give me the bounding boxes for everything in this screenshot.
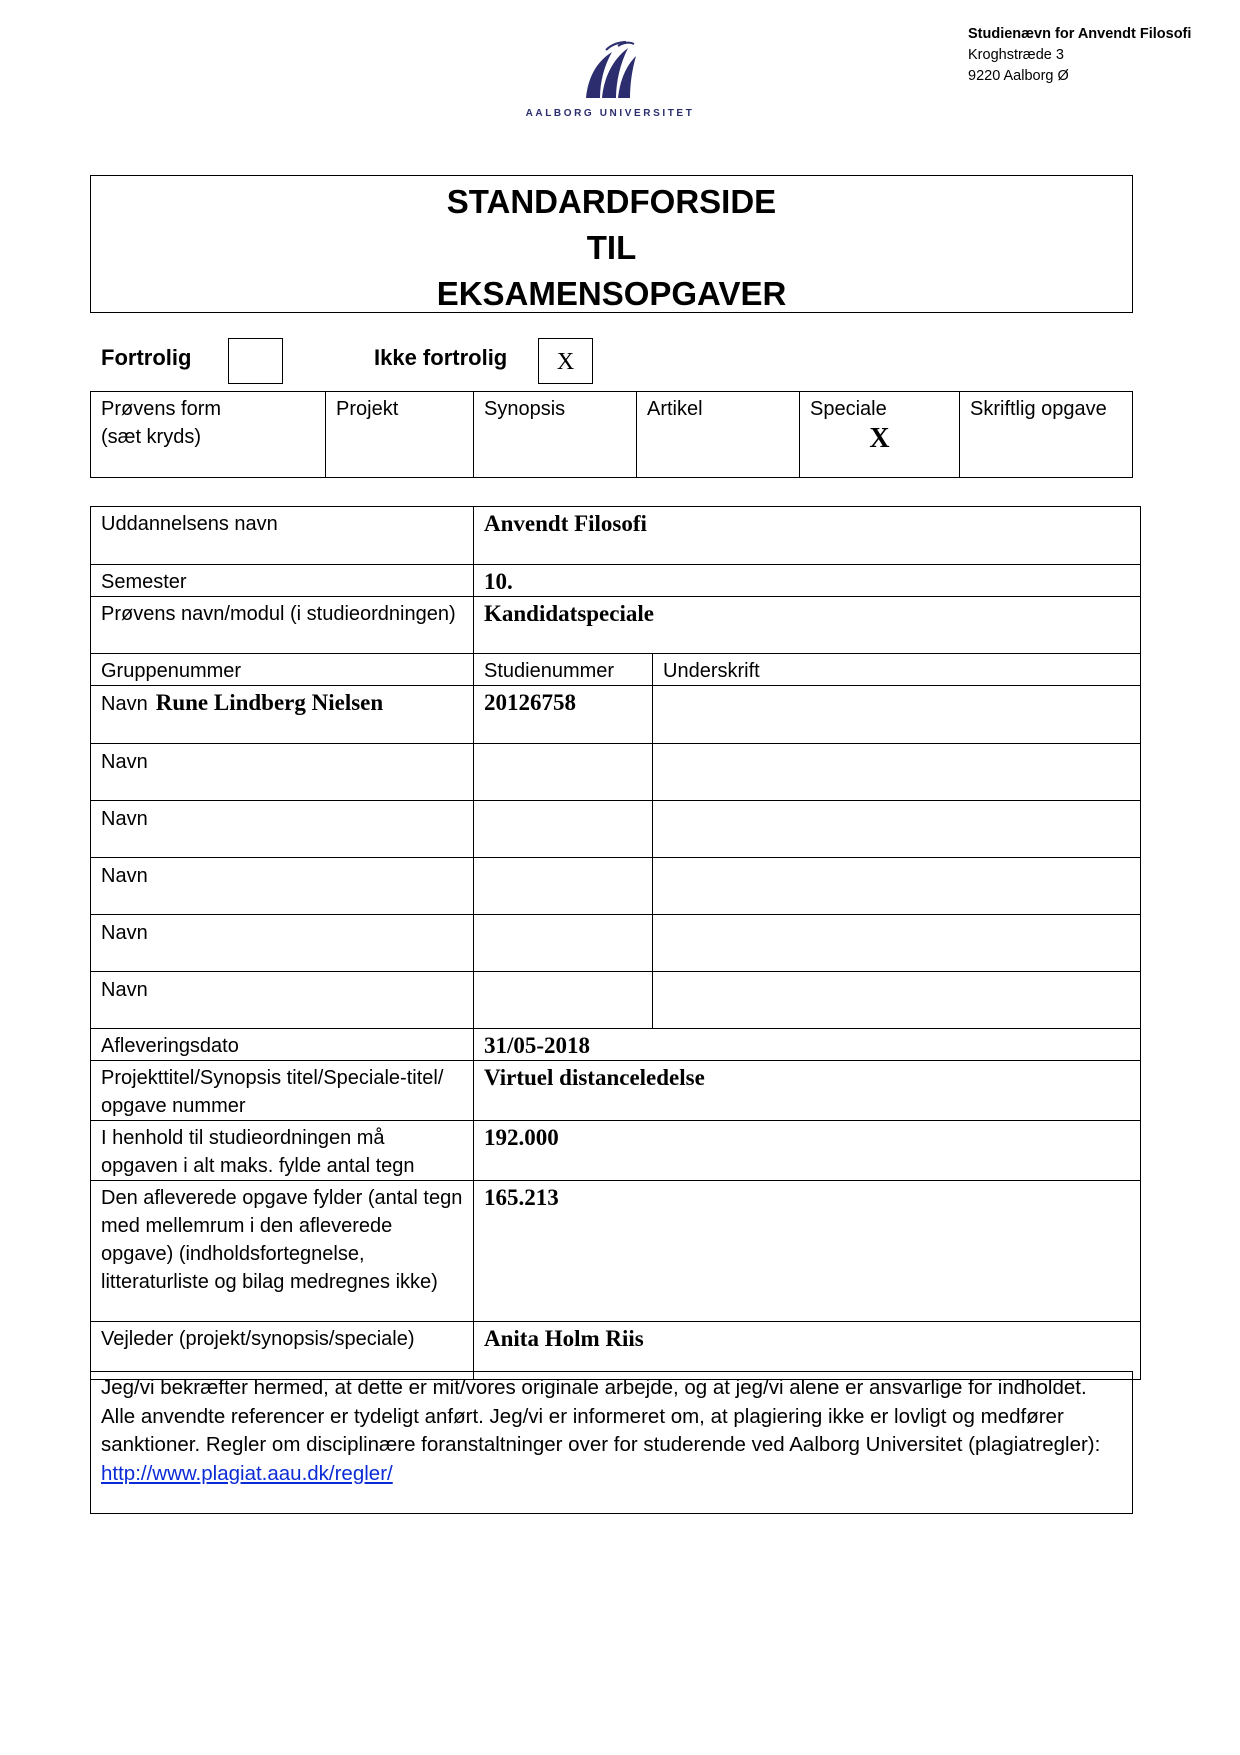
aau-seal-icon [582,40,638,100]
student-signature[interactable] [653,858,1141,915]
name-label: Navn [101,865,148,887]
student-signature[interactable] [653,686,1141,744]
name-label: Navn [101,808,148,830]
form-option-label: Synopsis [484,398,566,420]
fylder-value[interactable]: 165.213 [474,1181,1141,1322]
university-logo [520,40,700,130]
fortrolig-checkbox[interactable] [228,338,283,384]
exam-form-table [90,391,1133,478]
student-number[interactable] [474,972,653,1029]
title-line-1: STANDARDFORSIDE [446,183,777,220]
student-signature[interactable] [653,744,1141,801]
exam-info-table [90,506,1141,1380]
form-option-skriftlig-opgave[interactable] [960,392,1133,478]
student-signature[interactable] [653,972,1141,1029]
department-name: Studienævn for Anvendt Filosofi [968,26,1192,42]
title-line-2: TIL [586,229,637,266]
department-address [968,24,1191,87]
student-name-cell[interactable] [91,744,474,801]
student-number[interactable] [474,915,653,972]
student-name-cell[interactable] [91,686,474,744]
student-row [91,686,1141,744]
title-line-3: EKSAMENSOPGAVER [436,275,787,312]
afleveringsdato-label: Afleveringsdato [91,1029,474,1061]
studienummer-header: Studienummer [474,654,653,686]
student-row [91,972,1141,1029]
vejleder-value[interactable]: Anita Holm Riis [474,1322,1141,1380]
student-number[interactable] [474,744,653,801]
semester-value[interactable]: 10. [474,565,1141,597]
maks-tegn-value[interactable]: 192.000 [474,1121,1141,1181]
fortrolig-label: Fortrolig [101,345,192,370]
form-option-mark: X [869,423,890,454]
declaration-box [90,1371,1133,1514]
underskrift-header: Underskrift [653,654,1141,686]
student-name-cell[interactable] [91,972,474,1029]
semester-label: Semester [91,565,474,597]
student-row [91,915,1141,972]
department-city: 9220 Aalborg Ø [968,68,1069,84]
proeve-value[interactable]: Kandidatspeciale [474,597,1141,654]
proeve-label: Prøvens navn/modul (i studieordningen) [91,597,474,654]
form-option-label: Skriftlig opgave [970,398,1107,420]
fylder-label: Den afleverede opgave fylder (antal tegn med mellemrum i den afleverede opgave) (indholdsfortegnelse, litteraturliste og bilag medregnes ikke) [91,1181,474,1322]
title-box [90,175,1133,313]
afleveringsdato-value[interactable]: 31/05-2018 [474,1029,1141,1061]
student-row [91,744,1141,801]
vejleder-label: Vejleder (projekt/synopsis/speciale) [91,1322,474,1380]
student-row [91,858,1141,915]
student-signature[interactable] [653,801,1141,858]
form-option-projekt[interactable] [326,392,474,478]
titel-value[interactable]: Virtuel distanceledelse [474,1061,1141,1121]
student-name-cell[interactable] [91,801,474,858]
ikke-fortrolig-label: Ikke fortrolig [374,345,508,370]
student-name: Rune Lindberg Nielsen [155,690,384,715]
form-option-label: Speciale [810,398,887,420]
student-signature[interactable] [653,915,1141,972]
department-street: Kroghstræde 3 [968,47,1064,63]
uddannelse-label: Uddannelsens navn [91,507,474,565]
student-row [91,801,1141,858]
student-number[interactable] [474,801,653,858]
form-option-label: Artikel [647,398,703,420]
form-label-cell [91,392,326,478]
name-label: Navn [101,922,148,944]
form-option-label: Projekt [336,398,399,420]
student-name-cell[interactable] [91,915,474,972]
student-number[interactable]: 20126758 [474,686,653,744]
name-label: Navn [101,693,148,715]
ikke-fortrolig-checkbox[interactable]: X [538,338,593,384]
form-option-synopsis[interactable] [474,392,637,478]
maks-tegn-label: I henhold til studieordningen må opgaven i alt maks. fylde antal tegn [91,1121,474,1181]
form-label: Prøvens form [101,398,222,420]
form-option-speciale[interactable] [800,392,960,478]
plagiarism-rules-link[interactable]: http://www.plagiat.aau.dk/regler/ [101,1461,393,1485]
student-number[interactable] [474,858,653,915]
name-label: Navn [101,751,148,773]
name-label: Navn [101,979,148,1001]
titel-label: Projekttitel/Synopsis titel/Speciale-titel/ opgave nummer [91,1061,474,1121]
declaration-text: Jeg/vi bekræfter hermed, at dette er mit/vores originale arbejde, og at jeg/vi alene er ansvarlige for indholdet. Alle anvendte referencer er tydeligt anført. Jeg/vi er informeret om, at plagiering ikke er lovligt og medfører sanktioner. Regler om disciplinære foranstaltninger over for studerende ved Aalborg Universitet (plagiatregler): [101,1376,1101,1456]
student-name-cell[interactable] [91,858,474,915]
uddannelse-value[interactable]: Anvendt Filosofi [474,507,1141,565]
form-option-artikel[interactable] [637,392,800,478]
form-label-hint: (sæt kryds) [101,426,201,448]
university-name: AALBORG UNIVERSITET [525,108,695,119]
gruppenummer-label: Gruppenummer [91,654,474,686]
